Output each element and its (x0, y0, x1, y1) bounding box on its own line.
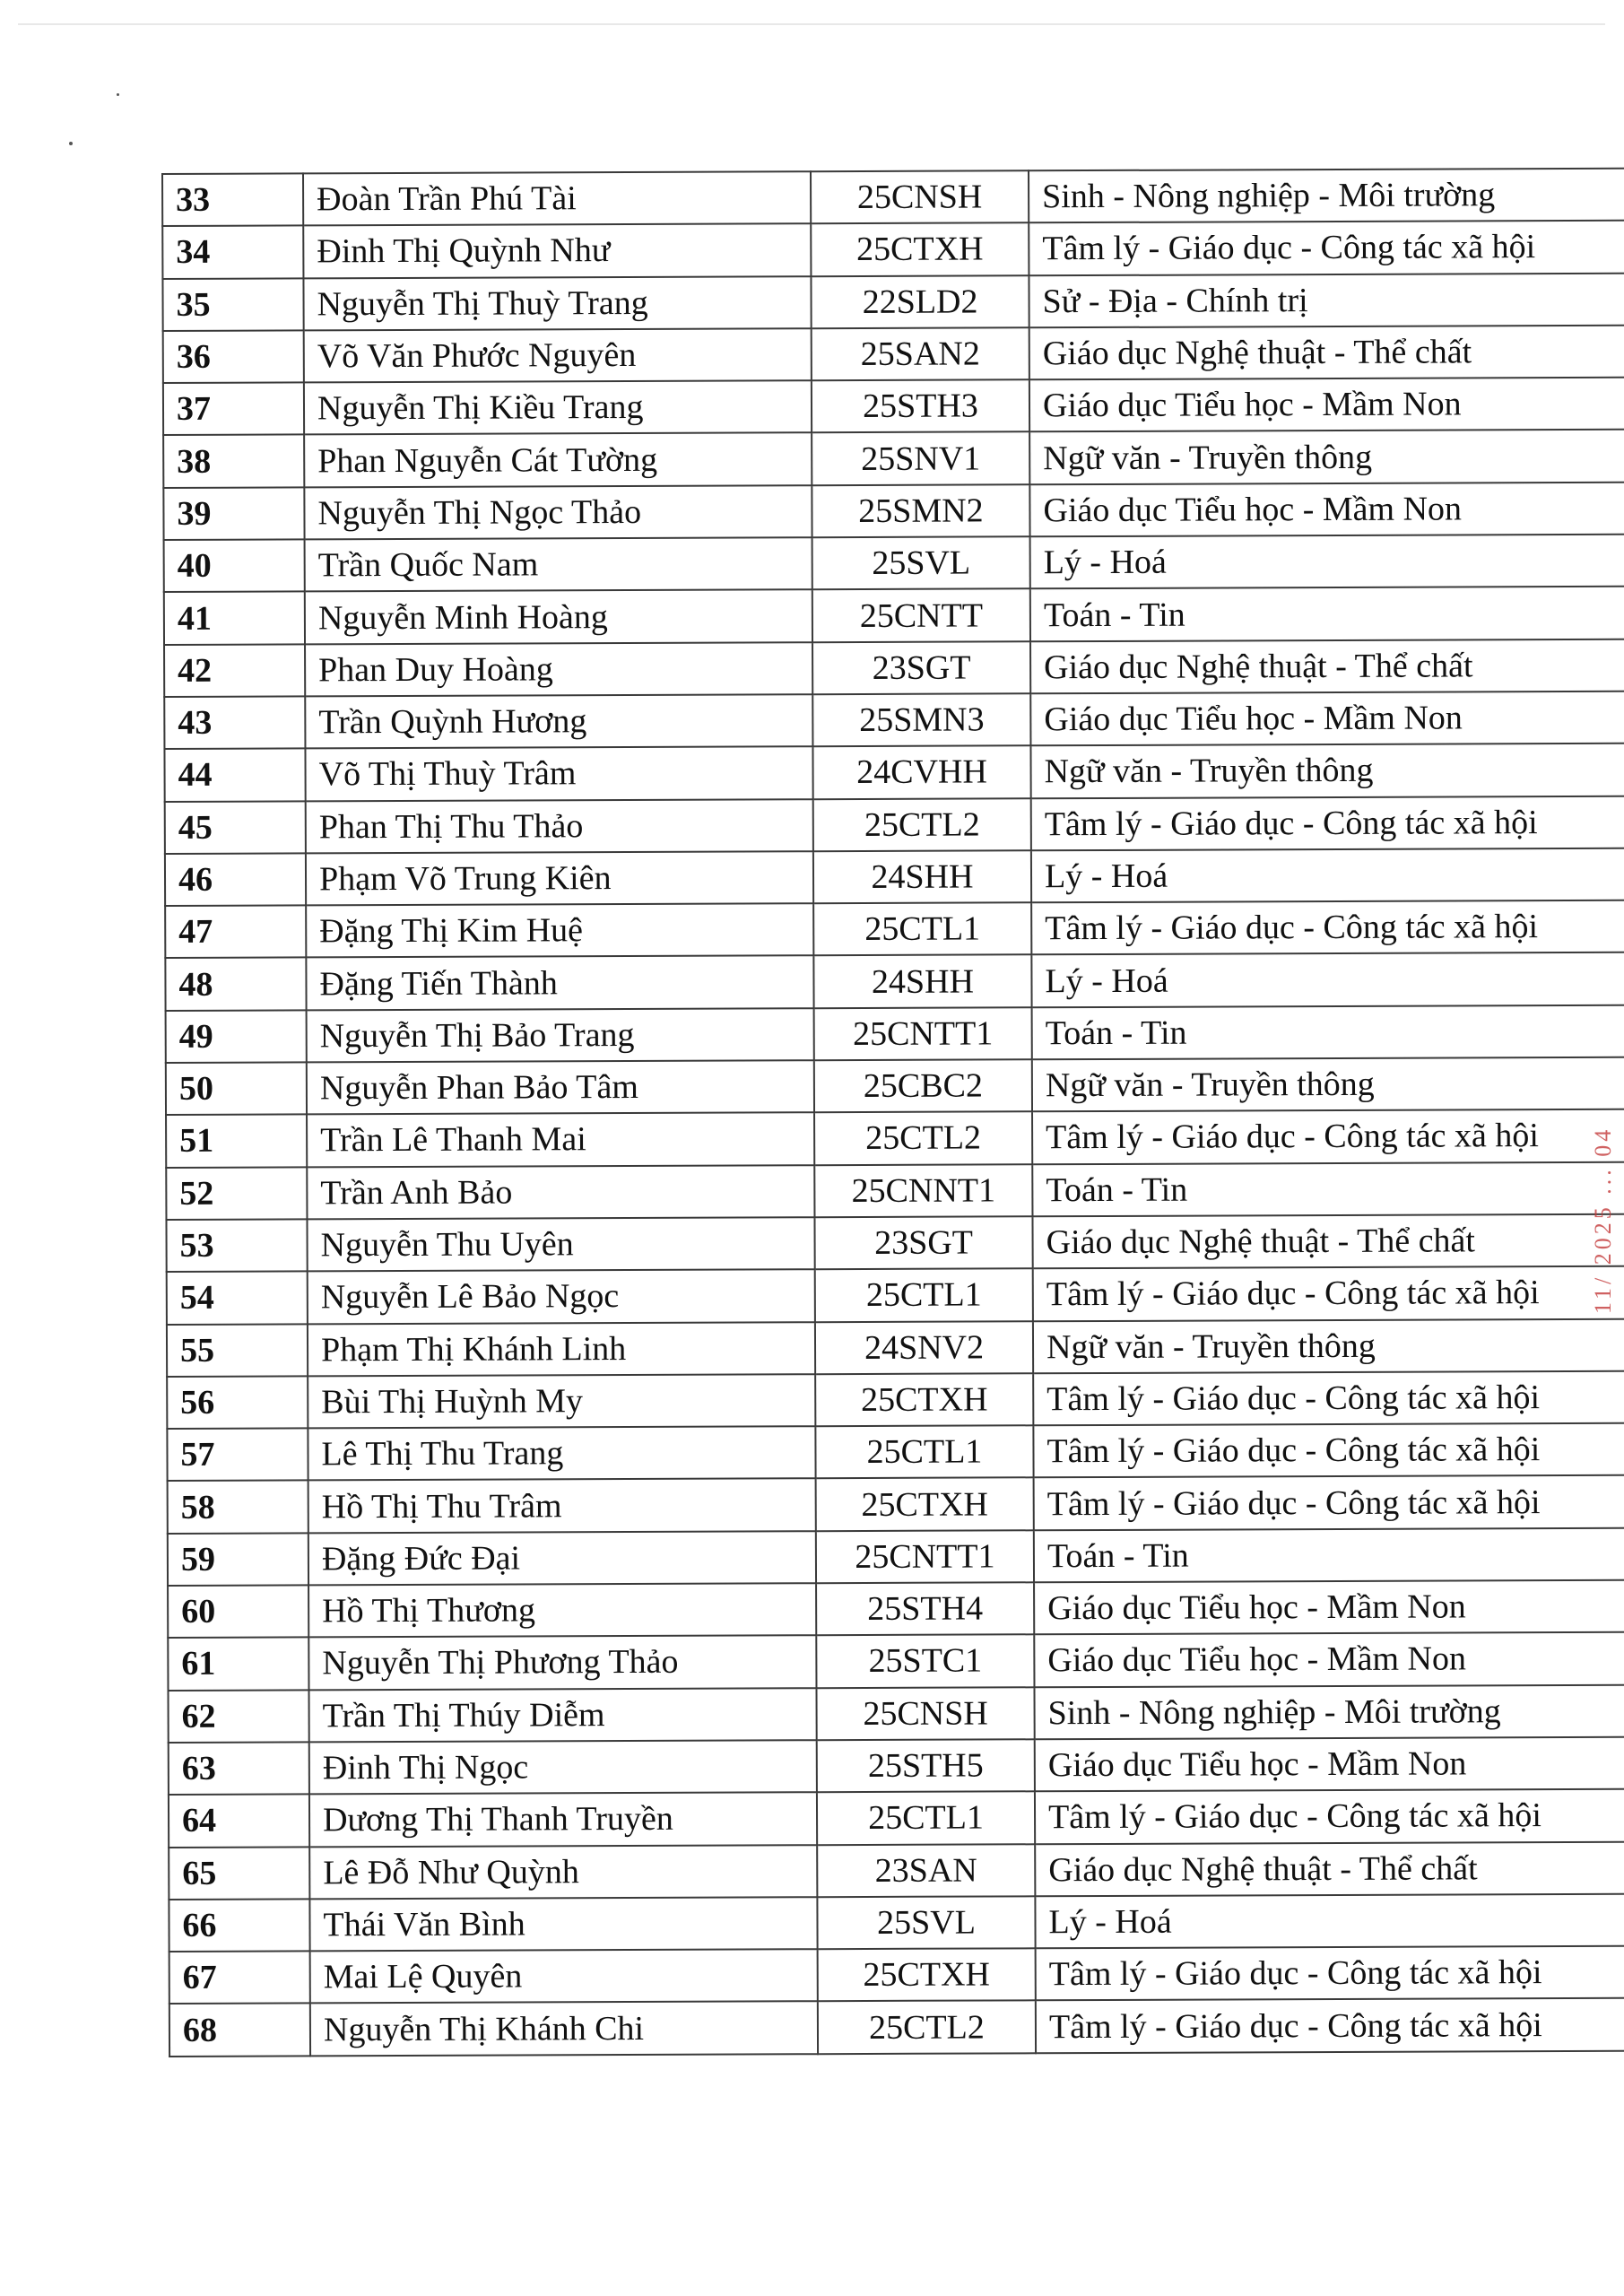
student-name-cell: Đinh Thị Ngọc (309, 1740, 817, 1794)
stt-cell: 42 (164, 644, 305, 697)
class-code-cell: 25CTL2 (813, 798, 1031, 851)
stt-cell: 50 (166, 1062, 307, 1115)
student-name-cell: Đặng Tiến Thành (306, 956, 813, 1010)
student-name-cell: Phan Thị Thu Thảo (306, 799, 813, 853)
table-row (167, 1423, 1624, 1482)
class-code-cell: 24SHH (813, 955, 1031, 1008)
class-code-cell: 25STH3 (812, 379, 1029, 432)
table-row (168, 1527, 1624, 1586)
student-name-cell: Phan Duy Hoàng (305, 642, 812, 696)
stt-cell: 68 (169, 2004, 310, 2057)
student-name-cell: Nguyễn Thị Kiều Trang (304, 380, 812, 434)
stt-cell: 62 (168, 1690, 308, 1743)
faculty-cell: Giáo dục Nghệ thuật - Thể chất (1035, 1841, 1624, 1896)
student-name-cell: Trần Lê Thanh Mai (307, 1113, 814, 1167)
stt-cell: 66 (169, 1899, 309, 1952)
student-name-cell: Nguyễn Thị Thuỳ Trang (303, 276, 811, 330)
table-row (168, 1632, 1624, 1691)
class-code-cell: 24SNV2 (815, 1321, 1033, 1374)
stt-cell: 41 (164, 592, 305, 645)
student-name-cell: Võ Văn Phước Nguyên (304, 328, 812, 382)
class-code-cell: 25CNTT (812, 589, 1030, 642)
class-code-cell: 25STC1 (816, 1635, 1034, 1688)
student-name-cell: Nguyễn Phan Bảo Tâm (307, 1060, 814, 1114)
table-row (166, 1213, 1624, 1272)
class-code-cell: 25STH4 (816, 1582, 1034, 1635)
class-code-cell: 25CNSH (816, 1687, 1034, 1740)
faculty-cell: Sinh - Nông nghiệp - Môi trường (1034, 1684, 1624, 1739)
student-name-cell: Nguyễn Thu Uyên (307, 1217, 814, 1271)
student-list-body (162, 169, 1624, 2057)
faculty-cell: Tâm lý - Giáo dục - Công tác xã hội (1036, 1946, 1624, 2001)
faculty-cell: Sử - Địa - Chính trị (1029, 273, 1624, 327)
student-name-cell: Hồ Thị Thu Trâm (308, 1479, 816, 1533)
class-code-cell: 25CTXH (816, 1478, 1034, 1531)
faculty-cell: Tâm lý - Giáo dục - Công tác xã hội (1036, 1998, 1624, 2053)
scan-top-edge (18, 23, 1605, 25)
stt-cell: 56 (167, 1376, 308, 1429)
student-name-cell: Phạm Thị Khánh Linh (308, 1322, 815, 1376)
scan-speck (117, 93, 119, 96)
class-code-cell: 25CTL2 (814, 1112, 1032, 1165)
class-code-cell: 25CTL2 (818, 2001, 1036, 2054)
faculty-cell: Toán - Tin (1032, 1004, 1624, 1059)
table-row (169, 1789, 1624, 1848)
faculty-cell: Ngữ văn - Truyền thông (1030, 744, 1624, 798)
stt-cell: 64 (169, 1795, 309, 1848)
class-code-cell: 25SMN3 (812, 693, 1030, 746)
faculty-cell: Tâm lý - Giáo dục - Công tác xã hội (1035, 1789, 1624, 1844)
table-row (167, 1266, 1624, 1325)
stt-cell: 54 (167, 1272, 308, 1325)
table-row (163, 378, 1624, 436)
table-row (162, 169, 1624, 227)
table-row (167, 1318, 1624, 1377)
student-name-cell: Đoàn Trần Phú Tài (303, 171, 811, 225)
class-code-cell: 25SNV1 (812, 432, 1029, 485)
class-code-cell: 25CTL1 (815, 1425, 1033, 1478)
student-name-cell: Trần Thị Thúy Diễm (308, 1688, 816, 1742)
student-name-cell: Phan Nguyễn Cát Tường (304, 433, 812, 487)
student-name-cell: Dương Thị Thanh Truyền (309, 1792, 817, 1846)
student-list-table (161, 168, 1624, 2057)
stt-cell: 44 (164, 749, 305, 802)
table-row (166, 1161, 1624, 1220)
stt-cell: 35 (162, 278, 303, 331)
table-row (165, 900, 1624, 959)
faculty-cell: Tâm lý - Giáo dục - Công tác xã hội (1029, 221, 1624, 275)
class-code-cell: 25CNTT1 (816, 1530, 1034, 1583)
student-name-cell: Trần Anh Bảo (307, 1165, 814, 1219)
student-name-cell: Lê Đỗ Như Quỳnh (309, 1845, 817, 1899)
student-name-cell: Trần Quốc Nam (305, 537, 812, 591)
faculty-cell: Toán - Tin (1030, 587, 1624, 641)
table-row (166, 1057, 1624, 1116)
class-code-cell: 25CTXH (815, 1373, 1033, 1426)
table-row (163, 325, 1624, 383)
stt-cell: 46 (165, 853, 306, 906)
table-row (164, 535, 1624, 593)
stt-cell: 52 (166, 1167, 307, 1220)
table-row (169, 1841, 1624, 1900)
student-name-cell: Bùi Thị Huỳnh My (308, 1374, 815, 1428)
faculty-cell: Lý - Hoá (1031, 848, 1624, 902)
stt-cell: 47 (165, 906, 306, 959)
faculty-cell: Tâm lý - Giáo dục - Công tác xã hội (1033, 1423, 1624, 1478)
class-code-cell: 25SAN2 (812, 327, 1029, 380)
student-name-cell: Nguyễn Thị Phương Thảo (308, 1636, 816, 1690)
stt-cell: 57 (167, 1429, 308, 1482)
table-row (164, 587, 1624, 645)
student-name-cell: Hồ Thị Thương (308, 1583, 816, 1637)
stt-cell: 59 (168, 1533, 308, 1586)
class-code-cell: 25SVL (817, 1896, 1035, 1949)
stt-cell: 48 (165, 958, 306, 1011)
stt-cell: 55 (167, 1324, 308, 1377)
table-row (163, 482, 1624, 540)
faculty-cell: Giáo dục Tiểu học - Mầm Non (1035, 1736, 1624, 1791)
faculty-cell: Tâm lý - Giáo dục - Công tác xã hội (1031, 900, 1624, 955)
table-row (162, 273, 1624, 331)
student-name-cell: Trần Quỳnh Hương (305, 694, 812, 748)
table-row (164, 639, 1624, 697)
table-row (164, 691, 1624, 750)
faculty-cell: Giáo dục Tiểu học - Mầm Non (1030, 691, 1624, 746)
faculty-cell: Tâm lý - Giáo dục - Công tác xã hội (1031, 796, 1624, 850)
class-code-cell: 25CNSH (811, 170, 1029, 223)
student-name-cell: Võ Thị Thuỳ Trâm (305, 746, 812, 800)
table-row (163, 430, 1624, 488)
table-row (169, 1998, 1624, 2057)
class-code-cell: 24SHH (813, 850, 1031, 903)
stt-cell: 45 (165, 801, 306, 854)
stt-cell: 36 (163, 330, 304, 383)
student-name-cell: Nguyễn Thị Bảo Trang (307, 1008, 814, 1062)
faculty-cell: Tâm lý - Giáo dục - Công tác xã hội (1033, 1266, 1624, 1321)
class-code-cell: 24CVHH (812, 746, 1030, 799)
stt-cell: 61 (168, 1638, 308, 1691)
faculty-cell: Toán - Tin (1032, 1161, 1624, 1216)
student-name-cell: Nguyễn Lê Bảo Ngọc (308, 1269, 815, 1323)
table-row (169, 1946, 1624, 2005)
stt-cell: 63 (169, 1742, 309, 1795)
faculty-cell: Toán - Tin (1034, 1527, 1624, 1582)
faculty-cell: Giáo dục Tiểu học - Mầm Non (1034, 1632, 1624, 1687)
stt-cell: 49 (166, 1010, 307, 1063)
student-name-cell: Nguyễn Thị Ngọc Thảo (304, 485, 812, 539)
table-row (168, 1684, 1624, 1743)
table-row (166, 1109, 1624, 1168)
class-code-cell: 23SGT (812, 641, 1030, 694)
student-name-cell: Mai Lệ Quyên (310, 1949, 818, 2003)
scan-speck (69, 142, 73, 145)
class-code-cell: 25SVL (812, 536, 1030, 589)
student-name-cell: Phạm Võ Trung Kiên (306, 851, 813, 905)
faculty-cell: Lý - Hoá (1035, 1893, 1624, 1948)
faculty-cell: Giáo dục Nghệ thuật - Thể chất (1030, 639, 1624, 693)
class-code-cell: 25SMN2 (812, 484, 1029, 537)
student-name-cell: Thái Văn Bình (309, 1897, 817, 1951)
stt-cell: 58 (168, 1481, 308, 1534)
class-code-cell: 25STH5 (817, 1739, 1035, 1792)
class-code-cell: 23SGT (814, 1216, 1032, 1269)
table-row (162, 221, 1624, 279)
class-code-cell: 23SAN (817, 1844, 1035, 1897)
table-row (165, 796, 1624, 854)
student-name-cell: Đặng Thị Kim Huệ (306, 903, 813, 957)
student-name-cell: Lê Thị Thu Trang (308, 1426, 815, 1480)
class-code-cell: 25CTXH (818, 1948, 1036, 2001)
faculty-cell: Giáo dục Tiểu học - Mầm Non (1029, 482, 1624, 536)
table-row (165, 848, 1624, 906)
table-row (169, 1736, 1624, 1795)
class-code-cell: 25CBC2 (814, 1059, 1032, 1112)
faculty-cell: Ngữ văn - Truyền thông (1033, 1318, 1624, 1373)
table-row (165, 952, 1624, 1011)
stt-cell: 33 (162, 173, 303, 226)
student-name-cell: Nguyễn Minh Hoàng (305, 590, 812, 644)
faculty-cell: Giáo dục Nghệ thuật - Thể chất (1032, 1213, 1624, 1268)
student-name-cell: Nguyễn Thị Khánh Chi (310, 2002, 818, 2056)
faculty-cell: Giáo dục Nghệ thuật - Thể chất (1029, 325, 1624, 379)
table-row (168, 1475, 1624, 1534)
student-list-table-container (161, 168, 1565, 2057)
stt-cell: 43 (164, 696, 305, 749)
stt-cell: 51 (166, 1115, 307, 1168)
table-row (168, 1580, 1624, 1639)
class-code-cell: 25CTL1 (815, 1269, 1033, 1322)
faculty-cell: Lý - Hoá (1030, 535, 1624, 589)
stt-cell: 37 (163, 383, 304, 436)
faculty-cell: Giáo dục Tiểu học - Mầm Non (1029, 378, 1624, 432)
faculty-cell: Tâm lý - Giáo dục - Công tác xã hội (1033, 1370, 1624, 1425)
faculty-cell: Ngữ văn - Truyền thông (1029, 430, 1624, 484)
table-row (169, 1893, 1624, 1952)
stt-cell: 38 (163, 435, 304, 488)
class-code-cell: 22SLD2 (811, 275, 1029, 328)
table-row (167, 1370, 1624, 1429)
faculty-cell: Giáo dục Tiểu học - Mầm Non (1034, 1580, 1624, 1635)
faculty-cell: Ngữ văn - Truyền thông (1032, 1057, 1624, 1112)
table-row (164, 744, 1624, 802)
stt-cell: 67 (169, 1951, 310, 2004)
margin-stamp: 11/ 2025 ... 04 (1590, 1126, 1616, 1314)
faculty-cell: Tâm lý - Giáo dục - Công tác xã hội (1032, 1109, 1624, 1164)
stt-cell: 39 (163, 487, 304, 540)
faculty-cell: Lý - Hoá (1031, 952, 1624, 1007)
student-name-cell: Đặng Đức Đại (308, 1531, 816, 1585)
stt-cell: 40 (164, 539, 305, 592)
student-name-cell: Đinh Thị Quỳnh Như (303, 224, 811, 278)
class-code-cell: 25CNTT1 (814, 1007, 1032, 1060)
table-row (166, 1004, 1624, 1063)
class-code-cell: 25CNNT1 (814, 1164, 1032, 1217)
faculty-cell: Sinh - Nông nghiệp - Môi trường (1029, 169, 1624, 223)
stt-cell: 60 (168, 1585, 308, 1638)
stt-cell: 34 (162, 226, 303, 279)
class-code-cell: 25CTL1 (817, 1791, 1035, 1844)
class-code-cell: 25CTL1 (813, 902, 1031, 955)
faculty-cell: Tâm lý - Giáo dục - Công tác xã hội (1034, 1475, 1624, 1530)
stt-cell: 65 (169, 1847, 309, 1900)
class-code-cell: 25CTXH (811, 223, 1029, 276)
stt-cell: 53 (166, 1219, 307, 1272)
